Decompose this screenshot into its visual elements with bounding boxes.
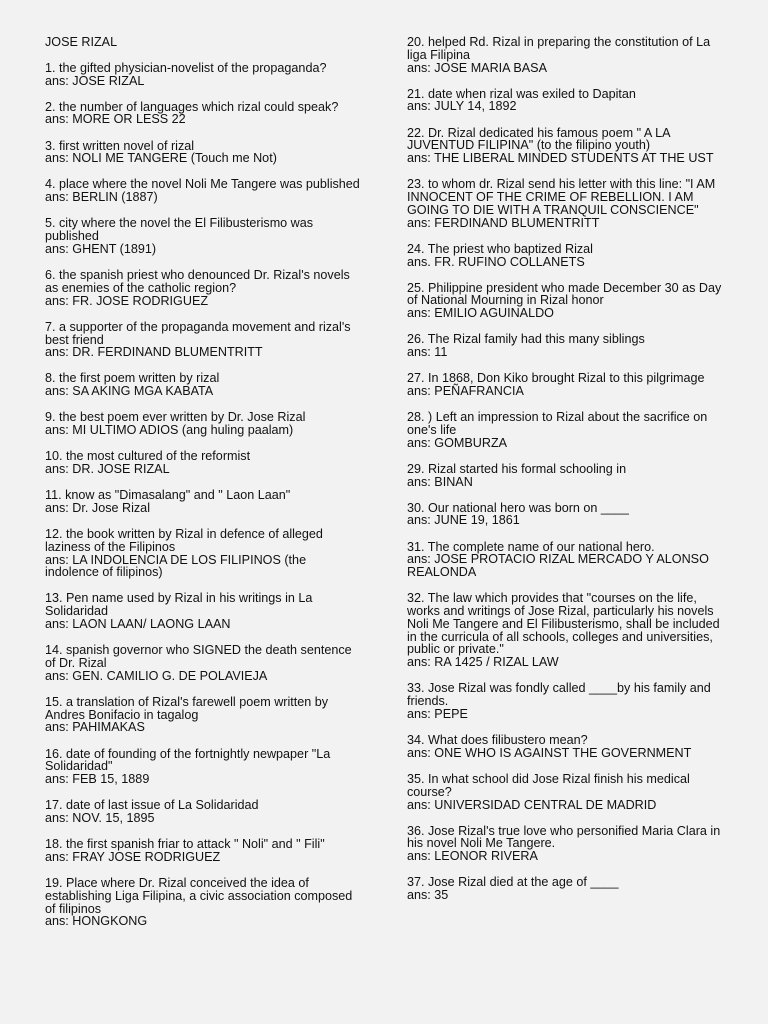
question-item [407,36,729,74]
question-item [45,62,363,88]
answer-text: ans: EMILIO AGUINALDO [407,306,554,321]
question-item [407,127,729,165]
question-text: 36. Jose Rizal's true love who personified Maria Clara in his novel Noli Me Tangere. [407,823,721,851]
answer-text: ans: THE LIBERAL MINDED STUDENTS AT THE UST [407,151,714,166]
question-item [45,696,363,734]
question-text: 16. date of founding of the fortnightly newpaper "La Solidaridad" [45,746,331,774]
question-text: 9. the best poem ever written by Dr. Jose Rizal [45,410,306,425]
answer-text: ans: NOV. 15, 1895 [45,811,155,826]
question-item [407,682,729,720]
question-item [45,140,363,166]
question-text: 37. Jose Rizal died at the age of ____ [407,875,619,890]
answer-text: ans: JOSE RIZAL [45,73,145,88]
right-column [407,36,729,915]
answer-text: ans: LAON LAAN/ LAONG LAAN [45,617,231,632]
answer-text: ans: FERDINAND BLUMENTRITT [407,215,600,230]
question-item [45,217,363,255]
question-text: 7. a supporter of the propaganda movement and rizal's best friend [45,319,351,347]
question-item [45,644,363,682]
question-text: 23. to whom dr. Rizal send his letter with this line: "I AM INNOCENT OF THE CRIME OF REBELLION. I AM GOING TO DIE WITH A TRANQUIL CONSCIENCE" [407,177,716,217]
question-item [45,450,363,476]
answer-text: ans: Dr. Jose Rizal [45,500,150,515]
question-item [407,502,729,528]
answer-text: ans: MORE OR LESS 22 [45,112,186,127]
question-item [45,748,363,786]
question-item [407,773,729,811]
question-text: 33. Jose Rizal was fondly called ____by his family and friends. [407,681,711,709]
question-text: 4. place where the novel Noli Me Tangere was published [45,177,360,192]
question-text: 22. Dr. Rizal dedicated his famous poem " A LA JUVENTUD FILIPINA" (to the filipino youth) [407,125,670,153]
question-item [45,178,363,204]
question-item [45,321,363,359]
question-item [407,876,729,902]
question-text: 32. The law which provides that "courses on the life, works and writings of Jose Rizal, particularly his novels Noli Me Tangere and El Filibusterismo, shall be included in the curricula of all schools, colleges and universities, public or private." [407,591,720,657]
question-item [407,541,729,579]
question-text: 31. The complete name of our national hero. [407,539,655,554]
question-item [45,877,363,928]
question-text: 19. Place where Dr. Rizal conceived the idea of establishing Liga Filipina, a civic association composed of filipinos [45,876,353,916]
question-text: 29. Rizal started his formal schooling in [407,461,627,476]
question-item [45,101,363,127]
answer-text: ans. FR. RUFINO COLLANETS [407,254,585,269]
answer-text: ans: JOSE PROTACIO RIZAL MERCADO Y ALONSO REALONDA [407,552,709,580]
question-item [45,269,363,307]
question-item [407,178,729,229]
answer-text: ans: 11 [407,345,448,360]
answer-text: ans: BINAN [407,474,473,489]
answer-text: ans: JULY 14, 1892 [407,99,517,114]
answer-text: ans: PEÑAFRANCIA [407,384,524,399]
question-item [407,282,729,320]
question-text: 26. The Rizal family had this many siblings [407,332,645,347]
question-text: 6. the spanish priest who denounced Dr. Rizal's novels as enemies of the catholic region? [45,268,350,295]
question-text: 1. the gifted physician-novelist of the propaganda? [45,60,327,75]
answer-text: ans: FRAY JOSE RODRIGUEZ [45,849,221,864]
answer-text: ans: RA 1425 / RIZAL LAW [407,655,559,670]
answer-text: ans: JOSE MARIA BASA [407,60,547,75]
question-item [45,838,363,864]
answer-text: ans: UNIVERSIDAD CENTRAL DE MADRID [407,797,657,812]
document-title: JOSE RIZAL [45,35,118,49]
question-text: 34. What does filibustero mean? [407,733,588,748]
answer-text: ans: DR. JOSE RIZAL [45,462,170,476]
answer-text: ans: FR. JOSE RODRIGUEZ [45,293,209,308]
question-text: 13. Pen name used by Rizal in his writings in La Solidaridad [45,591,313,619]
question-item [407,88,729,114]
answer-text: ans: 35 [407,888,449,903]
question-text: 15. a translation of Rizal's farewell poem written by Andres Bonifacio in tagalog [45,694,329,722]
question-item [45,372,363,398]
question-item [407,411,729,449]
question-text: 24. The priest who baptized Rizal [407,241,593,256]
answer-text: ans: ONE WHO IS AGAINST THE GOVERNMENT [407,745,692,760]
question-item [45,411,363,437]
answer-text: ans: LA INDOLENCIA DE LOS FILIPINOS (the indolence of filipinos) [45,552,307,580]
question-text: 18. the first spanish friar to attack " Noli" and " Fili" [45,837,325,852]
answer-text: ans: JUNE 19, 1861 [407,513,520,528]
question-item [45,799,363,825]
question-text: 21. date when rizal was exiled to Dapitan [407,86,636,101]
question-text: 14. spanish governor who SIGNED the death sentence of Dr. Rizal [45,643,352,670]
question-item [407,734,729,760]
answer-text: ans: NOLI ME TANGERE (Touch me Not) [45,151,277,166]
question-text: 25. Philippine president who made December 30 as Day of National Mourning in Rizal honor [407,280,722,308]
question-item [45,528,363,579]
answer-text: ans: BERLIN (1887) [45,190,158,205]
answer-text: ans: PAHIMAKAS [45,720,145,735]
question-item [407,825,729,863]
question-text: 5. city where the novel the El Filibusterismo was published [45,216,314,244]
question-text: 3. first written novel of rizal [45,138,195,153]
question-text: 20. helped Rd. Rizal in preparing the constitution of La liga Filipina [407,35,711,62]
question-item [407,333,729,359]
answer-text: ans: LEONOR RIVERA [407,849,538,864]
question-text: 28. ) Left an impression to Rizal about the sacrifice on one's life [407,410,708,437]
answer-text: ans: HONGKONG [45,914,148,929]
question-item [407,372,729,398]
answer-text: ans: DR. FERDINAND BLUMENTRITT [45,345,263,360]
answer-text: ans: GEN. CAMILIO G. DE POLAVIEJA [45,668,268,683]
question-text: 12. the book written by Rizal in defence of alleged laziness of the Filipinos [45,526,323,554]
question-text: 35. In what school did Jose Rizal finish his medical course? [407,771,690,799]
question-text: 27. In 1868, Don Kiko brought Rizal to this pilgrimage [407,371,705,386]
answer-text: ans: GOMBURZA [407,435,508,450]
question-item [45,592,363,630]
question-item [407,463,729,489]
question-text: 2. the number of languages which rizal could speak? [45,99,339,114]
answer-text: ans: MI ULTIMO ADIOS (ang huling paalam) [45,423,294,438]
question-text: 11. know as "Dimasalang" and " Laon Laan" [45,488,291,503]
question-text: 30. Our national hero was born on ____ [407,500,629,515]
question-item [407,243,729,269]
answer-text: ans: PEPE [407,706,468,721]
question-text: 10. the most cultured of the reformist [45,449,251,464]
question-text: 17. date of last issue of La Solidaridad [45,798,259,813]
answer-text: ans: SA AKING MGA KABATA [45,384,214,399]
answer-text: ans: FEB 15, 1889 [45,772,150,787]
answer-text: ans: GHENT (1891) [45,241,157,256]
question-item [45,489,363,515]
question-text: 8. the first poem written by rizal [45,371,220,386]
left-column [45,36,363,941]
question-item [407,592,729,669]
